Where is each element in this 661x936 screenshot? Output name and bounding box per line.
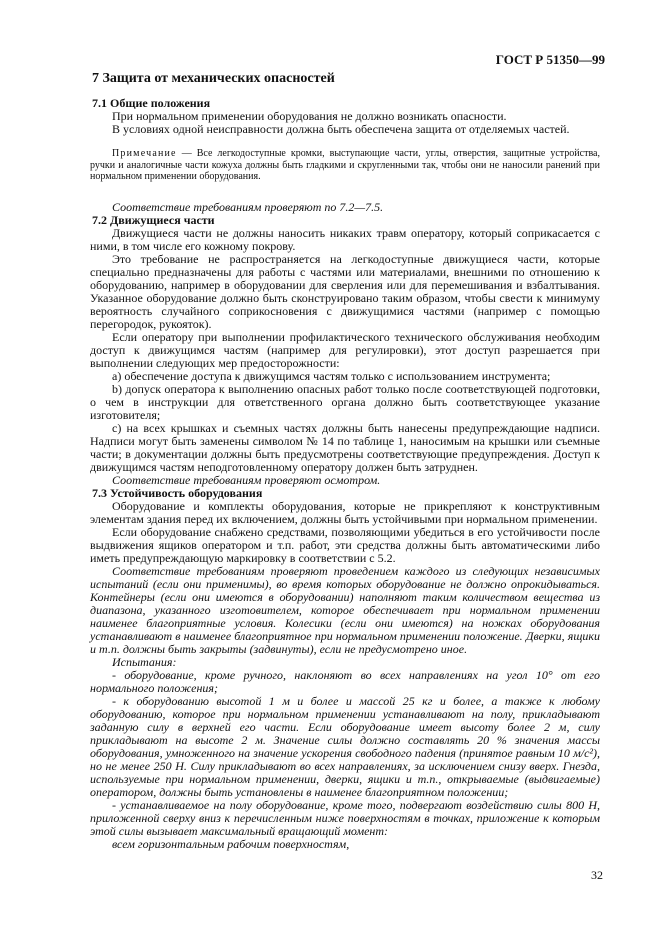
section-7-title: 7 Защита от механических опасностей — [92, 71, 335, 86]
test-subitem: всем горизонтальным рабочим поверхностям, — [112, 836, 350, 851]
paragraph: Движущиеся части не должны наносить никаких травм оператору, который соприкасается с ними, в том числе его кожному покрову. — [90, 225, 600, 253]
list-item-c: с) на всех крышках и съемных частях должны быть нанесены предупреждающие надписи. Надписи могут быть заменены символом № 14 по таблице 1, наносимым на крышки или съемные части; в документации должны быть предусмотрены соответствующие предупреждения. Доступ к движущимся частям неподготовленному оператору должен быть затруднен. — [90, 420, 600, 474]
section-7-2-title: 7.2 Движущиеся части — [92, 212, 215, 227]
note-label: Примечание — [112, 148, 177, 159]
test-item: - к оборудованию высотой 1 м и более и массой 25 кг и более, а также к любому оборудованию, которое при нормальном применении устанавливают на полу, прикладывают заданную силу в верхней его части. Если оборудование имеет высоту более 2 м, силу прикладывают на высоте 2 м. Значение силы должно составлять 20 % значения массы оборудования, умноженного на значение ускорения свободного падения (принятое равным 10 м/с²), но не менее 250 Н. Силу прикладывают во всех направлениях, за исключением снизу вверх. Гнезда, используемые при нормальном применении, дверки, ящики и т.п., открываемые (выдвигаемые) оператором, должны быть установлены в наименее благоприятном положении; — [90, 693, 600, 799]
paragraph: Это требование не распространяется на легкодоступные движущиеся части, которые специально предназначены для работы с частями или материалами, внешними по отношению к оборудованию, например в оборудовании для сверления или для перемешивания и взбалтывания. Указанное оборудование должно быть сконструировано таким образом, чтобы свести к минимуму вероятность случайного соприкосновения с движущимися частями (например с помощью перегородок, рукояток). — [90, 251, 600, 331]
paragraph: В условиях одной неисправности должна быть обеспечена защита от отделяемых частей. — [112, 122, 570, 136]
note — [90, 148, 600, 183]
section-7-3-title: 7.3 Устойчивость оборудования — [92, 485, 263, 500]
page-number: 32 — [591, 868, 603, 882]
tests-label: Испытания: — [112, 654, 177, 669]
paragraph: При нормальном применении оборудования не должно возникать опасности. — [112, 109, 507, 123]
compliance-check: Соответствие требованиям проверяют осмотром. — [112, 472, 381, 487]
test-item: - оборудование, кроме ручного, наклоняют во всех направлениях на угол 10° от его нормального положения; — [90, 667, 600, 695]
list-item-b: b) допуск оператора к выполнению опасных работ только после соответствующей подготовки, о чем в инструкции для ответственного органа должно быть соответствующее указание изготовителя; — [90, 381, 600, 422]
compliance-check: Соответствие требованиям проверяют проведением каждого из следующих независимых испытаний (если они применимы), во время которых оборудование не должно опрокидываться. Контейнеры (если они имеются в оборудовании) наполняют таким количеством вещества из диапазона, указанного изготовителем, которое обеспечивает при нормальном применении наименее благоприятные условия. Колесики (если они имеются) на ножках оборудования устанавливают в наименее благоприятное при нормальном применении положение. Дверки, ящики и т.п. должны быть закрыты (задвинуты), если не предусмотрено иное. — [90, 563, 600, 656]
test-item: - устанавливаемое на полу оборудование, кроме того, подвергают воздействию силы 800 Н, приложенной сверху вниз к перечисленным ниже поверхностям в точках, приложение к которым этой силы вызывает максимальный вращающий момент: — [90, 797, 600, 838]
paragraph: Оборудование и комплекты оборудования, которые не прикрепляют к конструктивным элементам здания перед их включением, должны быть устойчивыми при нормальном применении. — [90, 498, 600, 526]
list-item-a: а) обеспечение доступа к движущимся частям только с использованием инструмента; — [112, 368, 551, 383]
compliance-check: Соответствие требованиям проверяют по 7.2—7.5. — [112, 199, 384, 214]
paragraph: Если оператору при выполнении профилактического технического обслуживания необходим доступ к движущимся частям (например для регулировки), этот доступ разрешается при выполнении следующих мер предосторожности: — [90, 329, 600, 370]
paragraph: Если оборудование снабжено средствами, позволяющими убедиться в его устойчивости после выдвижения ящиков оператором и т.п. работ, эти средства должны быть автоматическими либо иметь предупреждающую маркировку в соответствии с 5.2. — [90, 524, 600, 565]
section-7-1-title: 7.1 Общие положения — [92, 96, 211, 110]
note-text: — Все легкодоступные кромки, выступающие части, углы, отверстия, защитные устройства, ручки и аналогичные части кожуха должны быть гладкими и скругленными так, чтобы они не наносили ранений при нормальном применении оборудования. — [90, 148, 600, 182]
document-id: ГОСТ Р 51350—99 — [495, 52, 605, 67]
document-body — [90, 72, 600, 851]
